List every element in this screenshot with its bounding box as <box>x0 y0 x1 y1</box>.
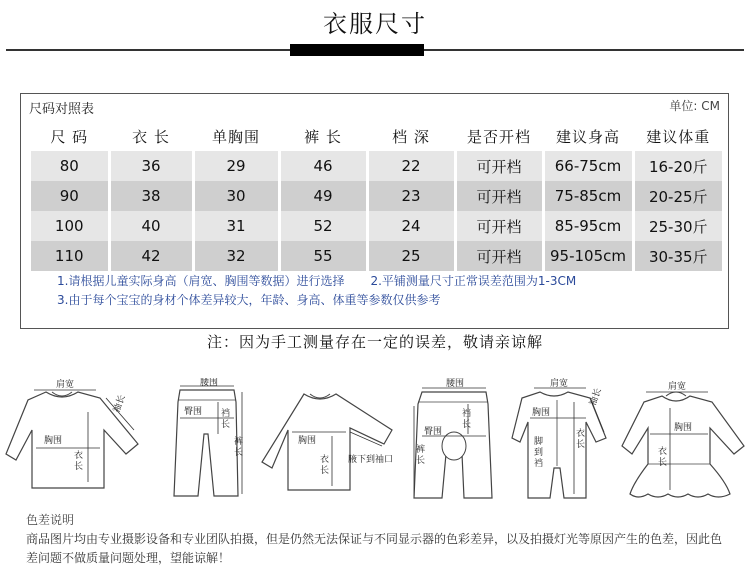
table-row <box>31 211 722 241</box>
cell-height: 95-105cm <box>543 241 633 271</box>
color-notice-body: 商品图片均由专业摄影设备和专业团队拍摄，但是仍然无法保证与不同显示器的色彩差异，以及拍摄灯光等原因产生的色差，因此色差问题不做质量问题处理，望能谅解！ <box>26 532 723 565</box>
label-length-2: 长 <box>320 466 330 476</box>
label-crotch-1: 裆 <box>221 409 231 419</box>
cell-top-length: 42 <box>109 241 193 271</box>
label-hip: 臀围 <box>184 407 203 417</box>
cell-crotch-depth: 24 <box>367 211 455 241</box>
label-waist: 腰围 <box>446 379 465 389</box>
label-chest: 胸围 <box>44 436 63 446</box>
cell-height: 85-95cm <box>543 211 633 241</box>
cell-height: 66-75cm <box>543 151 633 181</box>
note-reference: 3.由于每个宝宝的身材个体差异较大，年龄、身高、体重等参数仅供参考 <box>57 293 441 307</box>
label-crotch-1: 裆 <box>462 409 472 419</box>
cell-chest: 31 <box>193 211 279 241</box>
label-inseam-2: 到 <box>534 448 544 458</box>
size-chart-label: 尺码对照表 <box>29 102 95 117</box>
label-shoulder: 肩宽 <box>550 379 569 389</box>
cell-top-length: 40 <box>109 211 193 241</box>
label-waist: 腰围 <box>200 378 219 388</box>
table-row <box>31 151 722 181</box>
cell-weight: 25-30斤 <box>633 211 722 241</box>
label-inseam-3: 裆 <box>534 459 544 469</box>
cell-pants-length: 52 <box>279 211 367 241</box>
label-sleeve: 袖长 <box>588 387 604 408</box>
label-length-1: 衣 <box>576 429 586 439</box>
cell-top-length: 36 <box>109 151 193 181</box>
cell-crotch-depth: 22 <box>367 151 455 181</box>
note-selection: 1.请根据儿童实际身高（肩宽、胸围等数据）进行选择 <box>57 274 345 288</box>
cell-pants-length: 49 <box>279 181 367 211</box>
note-tolerance: 2.平铺测量尺寸正常误差范围为1-3CM <box>370 274 577 288</box>
title-divider-accent <box>290 44 424 56</box>
header-weight: 建议体重 <box>633 121 722 151</box>
label-hip: 臀围 <box>424 427 443 437</box>
cell-chest: 30 <box>193 181 279 211</box>
garment-dress <box>618 378 748 504</box>
label-sleeve: 袖长 <box>112 393 128 415</box>
label-length-1: 衣 <box>74 451 84 461</box>
page-title: 衣服尺寸 <box>323 10 427 38</box>
header-pants-length: 裤 长 <box>279 121 367 151</box>
header-height: 建议身高 <box>543 121 633 151</box>
label-length-2: 长 <box>658 458 668 468</box>
cell-pants-length: 46 <box>279 151 367 181</box>
label-length-1: 衣 <box>320 455 330 465</box>
cell-chest: 29 <box>193 151 279 181</box>
cell-size: 100 <box>31 211 109 241</box>
garment-diagrams <box>0 378 750 506</box>
label-length-2: 长 <box>416 456 426 466</box>
label-length-2: 长 <box>234 448 244 458</box>
cell-crotch-depth: 23 <box>367 181 455 211</box>
label-crotch-2: 长 <box>462 420 472 430</box>
header-open-crotch: 是否开档 <box>455 121 543 151</box>
label-crotch-2: 长 <box>221 420 231 430</box>
header-chest: 单胸围 <box>193 121 279 151</box>
label-length-1: 衣 <box>658 447 668 457</box>
size-table <box>31 121 722 271</box>
label-underarm-to-cuff: 腋下到袖口 <box>348 455 394 465</box>
garment-raglan-top <box>258 378 398 504</box>
garment-romper <box>510 378 610 504</box>
garment-top <box>4 378 142 504</box>
label-length-2: 长 <box>74 462 84 472</box>
label-shoulder: 肩宽 <box>56 380 75 390</box>
cell-pants-length: 55 <box>279 241 367 271</box>
cell-weight: 20-25斤 <box>633 181 722 211</box>
note-line-2 <box>57 291 440 308</box>
cell-top-length: 38 <box>109 181 193 211</box>
cell-size: 110 <box>31 241 109 271</box>
cell-size: 80 <box>31 151 109 181</box>
label-chest: 胸围 <box>532 408 551 418</box>
garment-open-pants <box>404 378 500 504</box>
label-chest: 胸围 <box>674 423 693 433</box>
label-length-2: 长 <box>576 440 586 450</box>
note-line-1 <box>57 272 576 289</box>
header-size: 尺 码 <box>31 121 109 151</box>
header-top-length: 衣 长 <box>109 121 193 151</box>
cell-open-crotch: 可开档 <box>455 211 543 241</box>
cell-open-crotch: 可开档 <box>455 241 543 271</box>
cell-height: 75-85cm <box>543 181 633 211</box>
unit-label: 单位: CM <box>669 99 720 113</box>
table-row <box>31 181 722 211</box>
cell-weight: 30-35斤 <box>633 241 722 271</box>
cell-size: 90 <box>31 181 109 211</box>
label-length-1: 裤 <box>234 437 244 447</box>
size-chart-panel <box>20 93 729 329</box>
cell-chest: 32 <box>193 241 279 271</box>
table-row <box>31 241 722 271</box>
label-shoulder: 肩宽 <box>668 382 687 392</box>
garment-pants <box>164 378 250 504</box>
cell-open-crotch: 可开档 <box>455 151 543 181</box>
manual-measure-note: 注：因为手工测量存在一定的误差，敬请亲谅解 <box>206 333 543 351</box>
header-crotch-depth: 档 深 <box>367 121 455 151</box>
color-notice-title: 色差说明 <box>26 513 75 527</box>
cell-weight: 16-20斤 <box>633 151 722 181</box>
label-length-1: 裤 <box>416 445 426 455</box>
cell-crotch-depth: 25 <box>367 241 455 271</box>
size-table-header <box>31 121 722 151</box>
cell-open-crotch: 可开档 <box>455 181 543 211</box>
label-inseam-1: 脚 <box>534 437 544 447</box>
label-chest: 胸围 <box>298 436 317 446</box>
